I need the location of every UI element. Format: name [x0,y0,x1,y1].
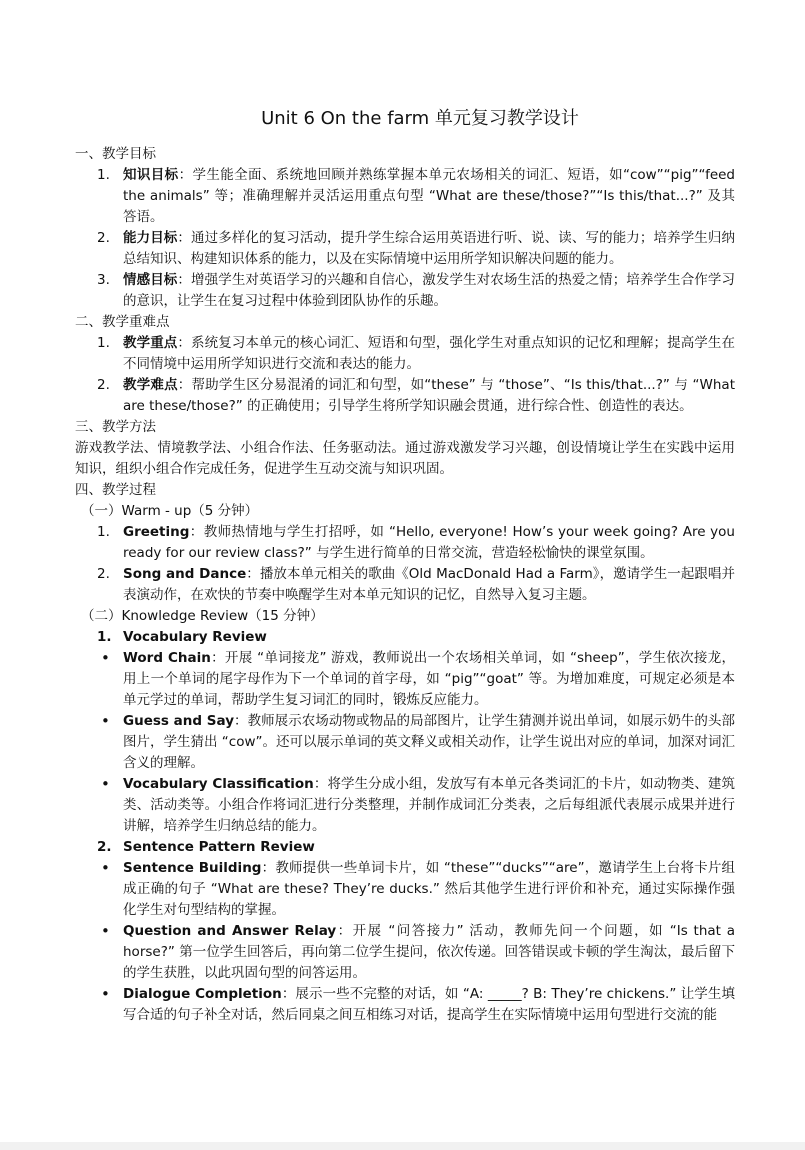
item-number: 3. [97,272,110,288]
list-item [75,333,735,375]
sub-heading-sentence-pattern-review [75,837,735,858]
item-text: ：播放本单元相关的歌曲《Old MacDonald Had a Farm》，邀请学生一起跟唱并表演动作，在欢快的节奏中唤醒学生对本单元知识的记忆，自然导入复习主题。 [123,566,735,603]
item-number: 1. [97,629,112,645]
sub-heading-vocabulary-review [75,627,735,648]
bullet-icon: • [101,922,110,940]
item-label: Word Chain [123,650,211,666]
bullet-item [75,774,735,837]
item-label: 教学重点 [123,335,178,351]
item-text: ：增强学生对英语学习的兴趣和自信心，激发学生对农场生活的热爱之情；培养学生合作学习的意识，让学生在复习过程中体验到团队协作的乐趣。 [123,272,736,309]
section-heading-methods: 三、教学方法 [75,419,156,435]
item-label: Question and Answer Relay [123,923,337,939]
document-title: Unit 6 On the farm 单元复习教学设计 [261,108,579,129]
item-text: ：开展 “问答接力” 活动，教师先问一个问题，如 “Is that a horse?” 第一位学生回答后，再向第二位学生提问，依次传递。回答错误或卡顿的学生淘汰，最后留下的学生获胜，以此巩固句型的问答运用。 [123,923,735,981]
item-number: 2. [97,839,112,855]
item-text: ：通过多样化的复习活动，提升学生综合运用英语进行听、说、读、写的能力；培养学生归纳总结知识、构建知识体系的能力，以及在实际情境中运用所学知识解决问题的能力。 [123,230,736,267]
item-number: 2. [97,377,110,393]
item-text: ：学生能全面、系统地回顾并熟练掌握本单元农场相关的词汇、短语，如“cow”“pig”“feed the animals” 等；准确理解并灵活运用重点句型 “What are these/those?”“Is this/that...?” 及其答语。 [123,167,735,225]
bullet-item [75,648,735,711]
item-label: Guess and Say [123,713,235,729]
list-item [75,228,735,270]
section-heading-objectives: 一、教学目标 [75,146,156,162]
section-heading-key-points: 二、教学重难点 [75,314,170,330]
bullet-item [75,984,735,1026]
item-number: 1. [97,335,110,351]
bullet-icon: • [101,775,110,793]
bullet-icon: • [101,985,110,1003]
item-text: ：教师热情地与学生打招呼，如 “Hello, everyone! How’s your week going? Are you ready for our review class?” 与学生进行简单的日常交流，营造轻松愉快的课堂氛围。 [123,524,735,561]
item-number: 1. [97,167,110,183]
item-text: ：开展 “单词接龙” 游戏，教师说出一个农场相关单词，如 “sheep”，学生依次接龙，用上一个单词的尾字母作为下一个单词的首字母，如 “pig”“goat” 等。为增加难度，可规定必须是本单元学过的单词，帮助学生复习词汇的同时，锻炼反应能力。 [123,650,735,708]
item-label: Greeting [123,524,190,540]
item-label: Vocabulary Classification [123,776,314,792]
bullet-item [75,921,735,984]
subsection-heading-warm-up: （一）Warm - up（5 分钟） [81,503,259,519]
item-text: ：系统复习本单元的核心词汇、短语和句型，强化学生对重点知识的记忆和理解；提高学生在不同情境中运用所学知识进行交流和表达的能力。 [123,335,736,372]
subsection-heading-knowledge-review: （二）Knowledge Review（15 分钟） [81,608,324,624]
item-label: 教学难点 [123,377,178,393]
item-text: ：将学生分成小组，发放写有本单元各类词汇的卡片，如动物类、建筑类、活动类等。小组合作将词汇进行分类整理，并制作成词汇分类表，之后每组派代表展示成果并进行讲解，培养学生归纳总结的能力。 [123,776,736,834]
bullet-item [75,711,735,774]
item-label: 能力目标 [123,230,178,246]
sub-heading-text: Vocabulary Review [123,629,267,645]
bullet-icon: • [101,712,110,730]
item-label: Song and Dance [123,566,247,582]
item-text: ：帮助学生区分易混淆的词汇和句型，如“these” 与 “those”、“Is this/that...?” 与 “What are these/those?” 的正确使用；引导学生将所学知识融会贯通，进行综合性、创造性的表达。 [123,377,735,414]
item-number: 2. [97,566,110,582]
sub-heading-text: Sentence Pattern Review [123,839,315,855]
list-item [75,564,735,606]
list-item [75,270,735,312]
item-label: 情感目标 [123,272,178,288]
list-item [75,375,735,417]
section-heading-process: 四、教学过程 [75,482,156,498]
item-label: 知识目标 [123,167,179,183]
document-body [75,106,735,1026]
item-text: ：教师提供一些单词卡片，如 “these”“ducks”“are”，邀请学生上台将卡片组成正确的句子 “What are these? They’re ducks.” 然后其他学生进行评价和补充，通过实际操作强化学生对句型结构的掌握。 [123,860,735,918]
bullet-icon: • [101,859,110,877]
item-label: Dialogue Completion [123,986,282,1002]
item-number: 1. [97,524,110,540]
item-text: ：教师展示农场动物或物品的局部图片，让学生猜测并说出单词，如展示奶牛的头部图片，学生猜出 “cow”。还可以展示单词的英文释义或相关动作，让学生说出对应的单词，加深对词汇含义的理解。 [123,713,736,771]
bullet-item [75,858,735,921]
list-item [75,165,735,228]
methods-paragraph: 游戏教学法、情境教学法、小组合作法、任务驱动法。通过游戏激发学习兴趣，创设情境让学生在实践中运用知识，组织小组合作完成任务，促进学生互动交流与知识巩固。 [75,440,735,477]
list-item [75,522,735,564]
item-label: Sentence Building [123,860,262,876]
item-number: 2. [97,230,110,246]
item-text: ：展示一些不完整的对话，如 “A: _____? B: They’re chickens.” 让学生填写合适的句子补全对话，然后同桌之间互相练习对话，提高学生在实际情境中运用句型进行交流的能 [123,986,735,1023]
bullet-icon: • [101,649,110,667]
